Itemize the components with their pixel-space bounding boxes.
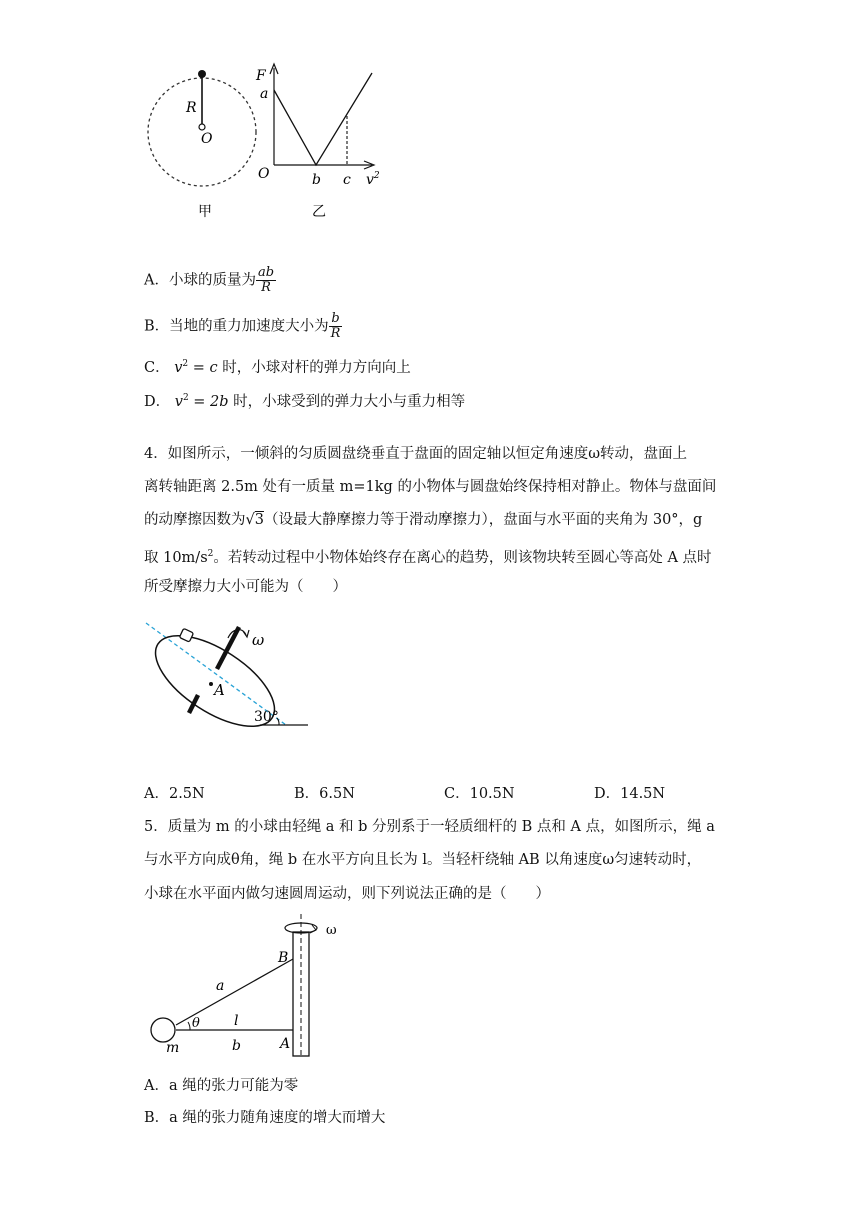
ball-m bbox=[151, 1018, 175, 1042]
graph-line bbox=[274, 73, 372, 165]
q4-line-4: 取 $10m/s^2$。若转动过程中小物体始终存在离心的趋势，则该物块转至圆心等高处 A 点时 bbox=[144, 549, 712, 566]
figure-rod-ball bbox=[140, 912, 360, 1062]
label-l: l bbox=[234, 1013, 239, 1029]
q4-line-3: 的动摩擦因数为√3（设最大静摩擦力等于滑动摩擦力），盘面与水平面的夹角为 30°，g bbox=[144, 512, 703, 528]
label-B: B bbox=[278, 950, 289, 966]
q3-option-a: A．小球的质量为 $\frac{ab}{R}$ bbox=[144, 265, 275, 295]
q5-line-1: 5．质量为 m 的小球由轻绳 a 和 b 分别系于一轻质细杆的 B 点和 A 点，如图所示，绳 a bbox=[144, 819, 715, 835]
q5-line-3: 小球在水平面内做匀速圆周运动，则下列说法正确的是（ ） bbox=[144, 886, 550, 902]
q4-option-a: A．2.5N bbox=[144, 786, 205, 802]
figure-jia-yi bbox=[140, 60, 400, 230]
label-O-center: O bbox=[201, 131, 213, 147]
label-A: A bbox=[214, 681, 225, 699]
point-A bbox=[209, 682, 213, 686]
label-jia: 甲 bbox=[198, 204, 212, 220]
q4-line-2: 离转轴距离 2.5m 处有一质量 m=1kg 的小物体与圆盘始终保持相对静止。物体与盘面间 bbox=[144, 479, 717, 495]
label-a: a bbox=[260, 86, 269, 102]
q4-option-c: C．10.5N bbox=[444, 786, 515, 802]
fraction-b-R: $\frac{b}{R}$ bbox=[330, 311, 341, 341]
q3-option-c: C． $v^2 = c$ 时，小球对杆的弹力方向向上 bbox=[144, 359, 411, 376]
q5-option-b: B．a 绳的张力随角速度的增大而增大 bbox=[144, 1110, 386, 1126]
label-v2: $v^2$ bbox=[366, 171, 380, 188]
label-theta: θ bbox=[192, 1016, 200, 1031]
label-R: R bbox=[186, 100, 197, 116]
theta-arc bbox=[188, 1022, 190, 1030]
label-b: b bbox=[312, 172, 321, 188]
q3-option-d: D． $v^2 = 2b$ 时，小球受到的弹力大小与重力相等 bbox=[144, 393, 466, 410]
label-A: A bbox=[280, 1036, 291, 1052]
small-object bbox=[179, 628, 193, 642]
q4-option-d: D．14.5N bbox=[594, 786, 666, 802]
q5-line-2: 与水平方向成θ角，绳 b 在水平方向且长为 l。当轻杆绕轴 AB 以角速度ω匀速转动时， bbox=[144, 852, 702, 868]
label-origin: O bbox=[258, 166, 270, 182]
fraction-ab-R: $\frac{ab}{R}$ bbox=[257, 265, 275, 295]
figure-tilted-disc bbox=[140, 615, 315, 735]
q4-option-b: B．6.5N bbox=[294, 786, 355, 802]
label-omega: ω bbox=[326, 923, 337, 938]
label-a: a bbox=[216, 978, 225, 994]
q5-option-a: A．a 绳的张力可能为零 bbox=[144, 1078, 299, 1094]
ball bbox=[198, 70, 206, 78]
label-F: F bbox=[256, 68, 266, 84]
pivot bbox=[199, 124, 205, 130]
q4-line-1: 4．如图所示，一倾斜的匀质圆盘绕垂直于盘面的固定轴以恒定角速度ω转动，盘面上 bbox=[144, 446, 688, 462]
label-yi: 乙 bbox=[312, 204, 326, 220]
q4-line-5: 所受摩擦力大小可能为（ ） bbox=[144, 579, 347, 595]
label-b: b bbox=[232, 1038, 241, 1054]
label-m: m bbox=[166, 1040, 180, 1056]
label-omega: ω bbox=[252, 631, 265, 649]
label-angle: 30° bbox=[254, 709, 279, 725]
sqrt-symbol: √ bbox=[245, 512, 255, 528]
label-c: c bbox=[343, 172, 351, 188]
q3-option-b: B．当地的重力加速度大小为 $\frac{b}{R}$ bbox=[144, 311, 341, 341]
